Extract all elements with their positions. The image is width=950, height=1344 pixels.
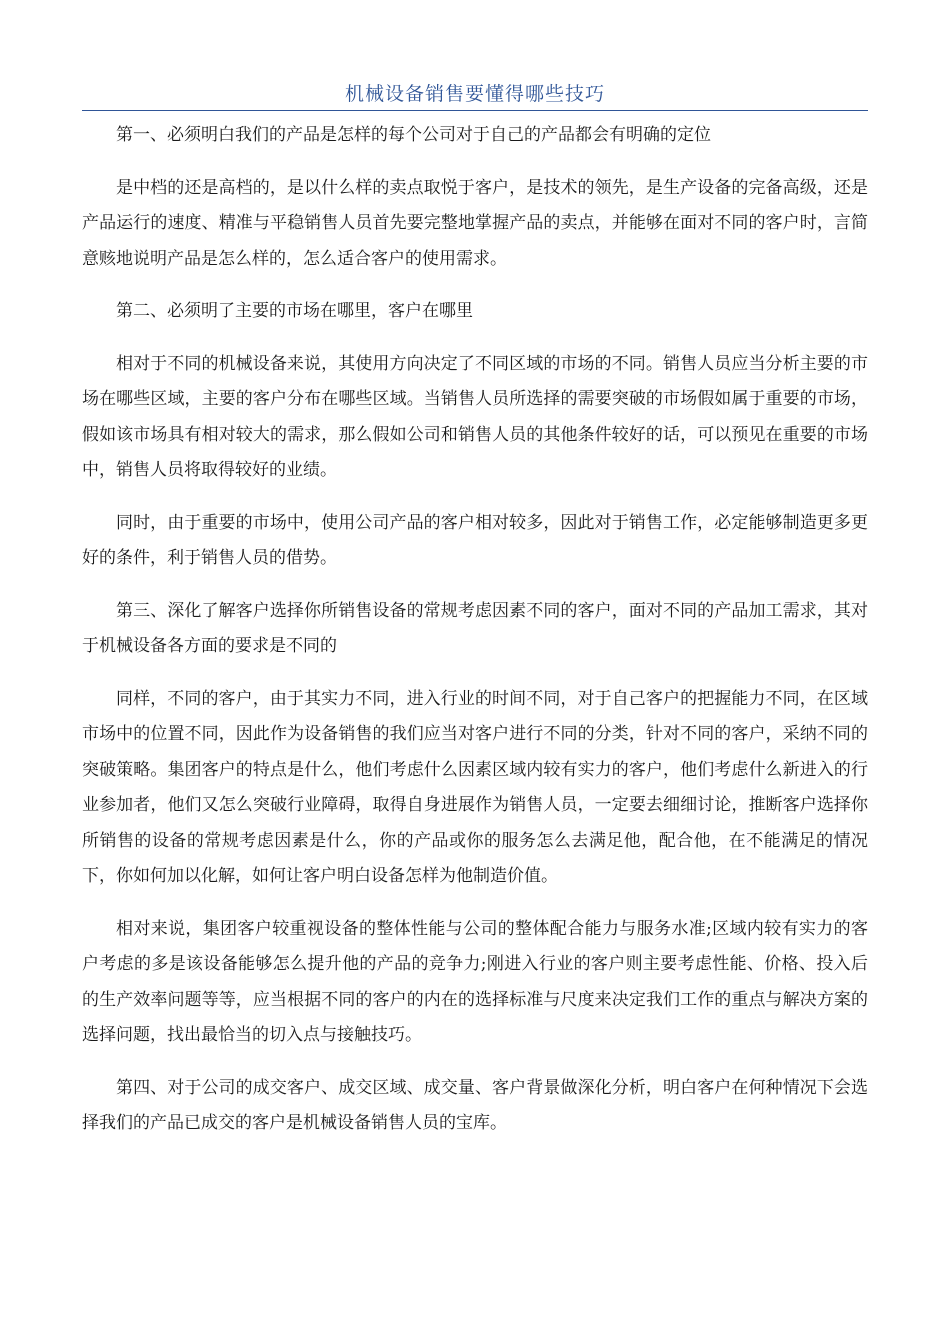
body-paragraph: 同时，由于重要的市场中，使用公司产品的客户相对较多，因此对于销售工作，必定能够制造更多更好的条件，利于销售人员的借势。 bbox=[82, 512, 868, 568]
section-3-heading-paragraph: 第三、深化了解客户选择你所销售设备的常规考虑因素不同的客户，面对不同的产品加工需求，其对于机械设备各方面的要求是不同的 bbox=[82, 600, 868, 656]
body-paragraph: 同样，不同的客户，由于其实力不同，进入行业的时间不同，对于自己客户的把握能力不同，在区域市场中的位置不同，因此作为设备销售的我们应当对客户进行不同的分类，针对不同的客户，采纳不同的突破策略。集团客户的特点是什么，他们考虑什么因素区域内较有实力的客户，他们考虑什么新进入的行业参加者，他们又怎么突破行业障碍，取得自身进展作为销售人员，一定要去细细讨论，推断客户选择你所销售的设备的常规考虑因素是什么，你的产品或你的服务怎么去满足他，配合他，在不能满足的情况下，你如何加以化解，如何让客户明白设备怎样为他制造价值。 bbox=[82, 688, 868, 886]
section-4-heading-paragraph: 第四、对于公司的成交客户、成交区域、成交量、客户背景做深化分析，明白客户在何种情况下会选择我们的产品已成交的客户是机械设备销售人员的宝库。 bbox=[82, 1077, 868, 1133]
document-title: 机械设备销售要懂得哪些技巧 bbox=[344, 83, 605, 105]
section-1-heading-paragraph: 第一、必须明白我们的产品是怎样的每个公司对于自己的产品都会有明确的定位 bbox=[116, 125, 711, 145]
body-paragraph: 是中档的还是高档的，是以什么样的卖点取悦于客户，是技术的领先，是生产设备的完备高级，还是产品运行的速度、精准与平稳销售人员首先要完整地掌握产品的卖点，并能够在面对不同的客户时，言简意赅地说明产品是怎么样的，怎么适合客户的使用需求。 bbox=[82, 177, 868, 269]
body-paragraph: 相对来说，集团客户较重视设备的整体性能与公司的整体配合能力与服务水准;区域内较有实力的客户考虑的多是该设备能够怎么提升他的产品的竞争力;刚进入行业的客户则主要考虑性能、价格、投入后的生产效率问题等等，应当根据不同的客户的内在的选择标准与尺度来决定我们工作的重点与解决方案的选择问题，找出最恰当的切入点与接触技巧。 bbox=[82, 918, 868, 1045]
document-header bbox=[82, 78, 868, 111]
document-body bbox=[82, 118, 868, 1159]
body-paragraph: 相对于不同的机械设备来说，其使用方向决定了不同区域的市场的不同。销售人员应当分析主要的市场在哪些区域，主要的客户分布在哪些区域。当销售人员所选择的需要突破的市场假如属于重要的市场，假如该市场具有相对较大的需求，那么假如公司和销售人员的其他条件较好的话，可以预见在重要的市场中，销售人员将取得较好的业绩。 bbox=[82, 353, 868, 480]
section-2-heading-paragraph: 第二、必须明了主要的市场在哪里，客户在哪里 bbox=[116, 301, 473, 321]
